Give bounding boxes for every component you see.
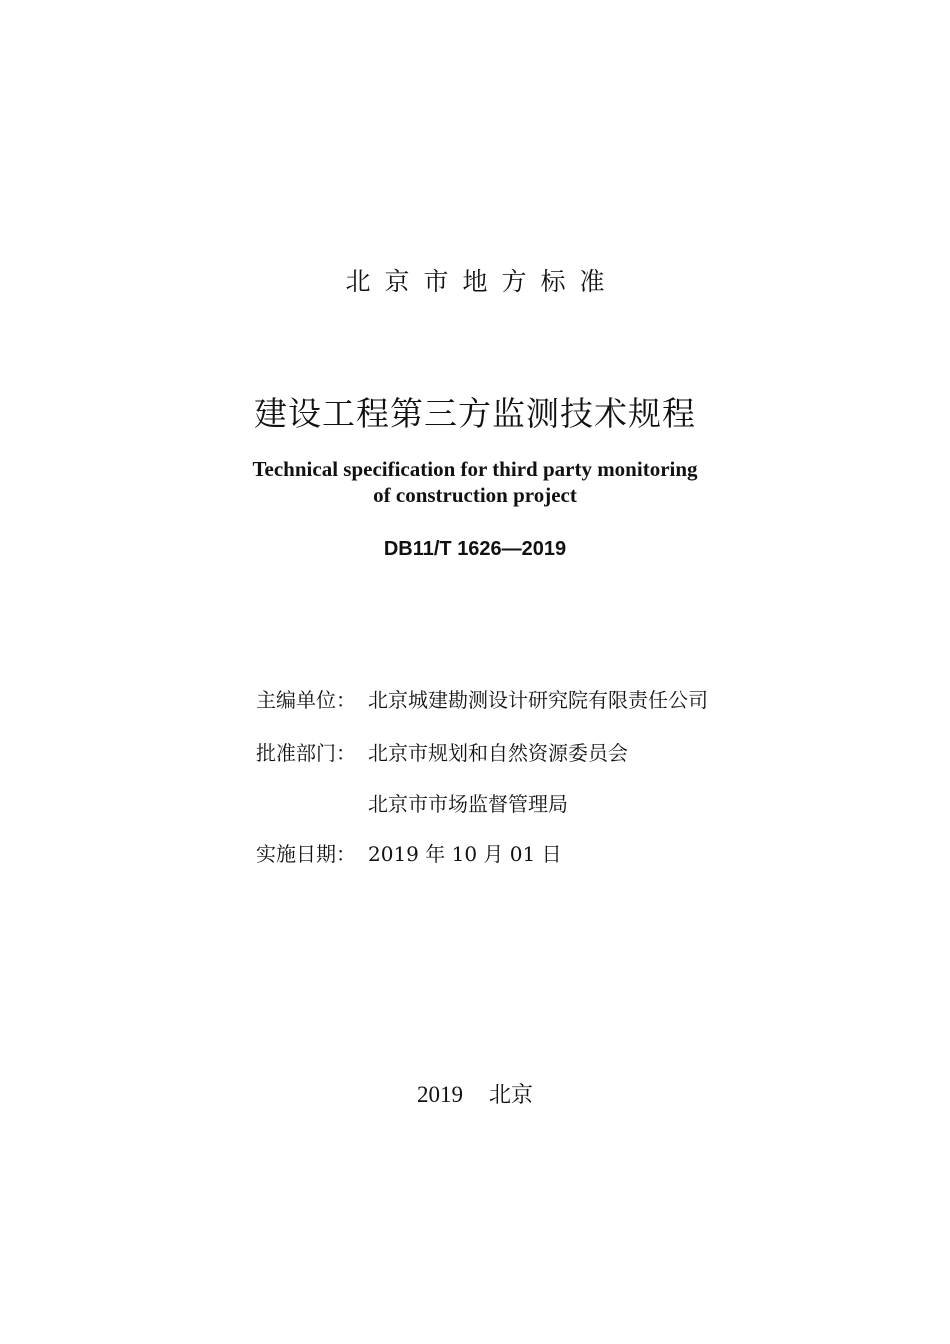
- english-title: [0, 456, 950, 508]
- standard-type-heading: 北京市地方标准: [345, 267, 619, 296]
- editor-value: 北京城建勘测设计研究院有限责任公司: [368, 688, 708, 712]
- footer-year: 2019: [416, 1082, 463, 1107]
- date-value: 2019 年 10 月 01 日: [368, 842, 562, 866]
- chinese-title: 建设工程第三方监测技术规程: [254, 394, 696, 433]
- approver-row: [256, 737, 628, 766]
- english-title-line-2: of construction project: [373, 483, 577, 507]
- english-title-line-1: Technical specification for third party monitoring: [252, 457, 698, 481]
- editor-label: 主编单位：: [256, 688, 356, 712]
- footer-city: 北京: [488, 1083, 533, 1108]
- approver-label: 批准部门：: [256, 741, 356, 765]
- date-row: [256, 838, 562, 867]
- approver-row-2: [368, 788, 568, 817]
- approver-value-1: 北京市规划和自然资源委员会: [368, 741, 628, 765]
- footer-publication: [0, 1078, 950, 1109]
- date-label: 实施日期：: [256, 842, 356, 866]
- editor-row: [256, 684, 708, 713]
- approver-value-2: 北京市市场监督管理局: [368, 792, 568, 816]
- standard-code: DB11/T 1626—2019: [383, 538, 567, 560]
